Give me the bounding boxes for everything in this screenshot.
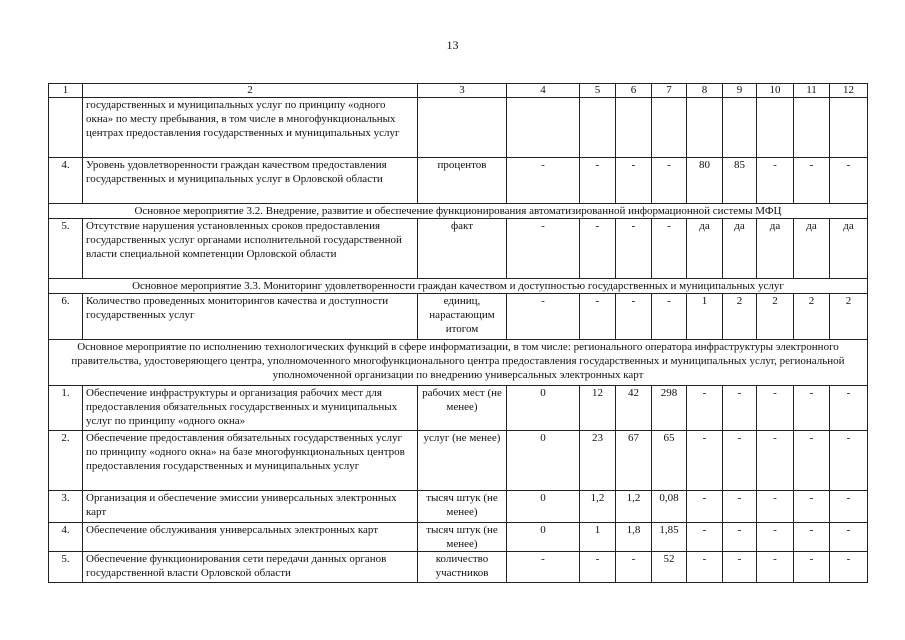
- table-row: [49, 431, 868, 491]
- section-title: Основное мероприятие по исполнению технологических функций в сфере информатизации, в том числе: регионального оператора инфраструктуры электронного правительства, удостоверяющего центра, уполномоченного многофункционального центра предоставления государственных и муниципальных услуг, региональной уполномоченной организации по внедрению универсальных электронных карт: [49, 340, 868, 386]
- header-row: [49, 84, 868, 98]
- header-cell: 9: [723, 84, 757, 98]
- value-cell: -: [794, 431, 830, 491]
- header-cell: 4: [507, 84, 580, 98]
- value-cell: [580, 98, 616, 158]
- table-row: [49, 98, 868, 158]
- row-number: 5.: [49, 219, 83, 279]
- row-number: 2.: [49, 431, 83, 491]
- unit: факт: [418, 219, 507, 279]
- value-cell: 85: [723, 158, 757, 204]
- value-cell: 0: [507, 523, 580, 552]
- unit: рабочих мест (не менее): [418, 386, 507, 431]
- value-cell: да: [794, 219, 830, 279]
- row-number: [49, 98, 83, 158]
- value-cell: -: [652, 219, 687, 279]
- value-cell: 1,2: [616, 491, 652, 523]
- value-cell: 2: [830, 294, 868, 340]
- value-cell: 1,2: [580, 491, 616, 523]
- row-number: 5.: [49, 552, 83, 583]
- row-number: 4.: [49, 523, 83, 552]
- value-cell: 1,8: [616, 523, 652, 552]
- value-cell: 1: [580, 523, 616, 552]
- value-cell: 1: [687, 294, 723, 340]
- value-cell: 298: [652, 386, 687, 431]
- header-cell: 12: [830, 84, 868, 98]
- value-cell: -: [830, 431, 868, 491]
- indicator-name: Организация и обеспечение эмиссии универсальных электронных карт: [83, 491, 418, 523]
- table-row: [49, 552, 868, 583]
- value-cell: -: [757, 386, 794, 431]
- row-number: 3.: [49, 491, 83, 523]
- value-cell: -: [687, 552, 723, 583]
- indicator-name: Отсутствие нарушения установленных сроков предоставления государственных услуг органами исполнительной государственной власти специальной компетенции Орловской области: [83, 219, 418, 279]
- value-cell: 52: [652, 552, 687, 583]
- indicators-table: [48, 83, 868, 583]
- value-cell: 0: [507, 386, 580, 431]
- indicator-name: государственных и муниципальных услуг по принципу «одного окна» по месту пребывания, в том числе в многофункциональных центрах предоставления государственных и муниципальных услуг: [83, 98, 418, 158]
- value-cell: -: [616, 219, 652, 279]
- value-cell: 2: [757, 294, 794, 340]
- value-cell: -: [757, 158, 794, 204]
- header-cell: 3: [418, 84, 507, 98]
- value-cell: -: [507, 552, 580, 583]
- unit: единиц, нарастающим итогом: [418, 294, 507, 340]
- value-cell: -: [580, 219, 616, 279]
- value-cell: 12: [580, 386, 616, 431]
- value-cell: 80: [687, 158, 723, 204]
- header-cell: 6: [616, 84, 652, 98]
- section-row: [49, 204, 868, 219]
- value-cell: [652, 98, 687, 158]
- indicator-name: Обеспечение предоставления обязательных государственных услуг по принципу «одного окна» на базе многофункциональных центров предоставления государственных и муниципальных услуг: [83, 431, 418, 491]
- value-cell: -: [794, 386, 830, 431]
- value-cell: -: [616, 552, 652, 583]
- value-cell: -: [723, 523, 757, 552]
- value-cell: [830, 98, 868, 158]
- section-row: [49, 279, 868, 294]
- value-cell: -: [757, 431, 794, 491]
- value-cell: -: [616, 158, 652, 204]
- value-cell: 2: [723, 294, 757, 340]
- value-cell: -: [757, 491, 794, 523]
- row-number: 4.: [49, 158, 83, 204]
- value-cell: -: [757, 552, 794, 583]
- value-cell: 0,08: [652, 491, 687, 523]
- header-cell: 5: [580, 84, 616, 98]
- table-row: [49, 491, 868, 523]
- value-cell: [723, 98, 757, 158]
- indicator-name: Обеспечение функционирования сети передачи данных органов государственной власти Орловской области: [83, 552, 418, 583]
- value-cell: -: [616, 294, 652, 340]
- value-cell: -: [507, 158, 580, 204]
- header-cell: 8: [687, 84, 723, 98]
- value-cell: -: [794, 491, 830, 523]
- value-cell: -: [794, 552, 830, 583]
- value-cell: -: [687, 523, 723, 552]
- value-cell: [794, 98, 830, 158]
- value-cell: да: [757, 219, 794, 279]
- unit: тысяч штук (не менее): [418, 523, 507, 552]
- unit: процентов: [418, 158, 507, 204]
- table-row: [49, 158, 868, 204]
- page-number: 13: [446, 38, 459, 52]
- value-cell: -: [830, 523, 868, 552]
- value-cell: 0: [507, 431, 580, 491]
- value-cell: -: [723, 491, 757, 523]
- header-cell: 2: [83, 84, 418, 98]
- header-cell: 1: [49, 84, 83, 98]
- value-cell: да: [723, 219, 757, 279]
- row-number: 1.: [49, 386, 83, 431]
- indicator-name: Обеспечение инфраструктуры и организация рабочих мест для предоставления обязательных государственных и муниципальных услуг по принципу «одного окна»: [83, 386, 418, 431]
- unit: тысяч штук (не менее): [418, 491, 507, 523]
- indicator-name: Обеспечение обслуживания универсальных электронных карт: [83, 523, 418, 552]
- value-cell: 2: [794, 294, 830, 340]
- value-cell: -: [830, 552, 868, 583]
- value-cell: -: [794, 158, 830, 204]
- value-cell: -: [723, 386, 757, 431]
- value-cell: -: [580, 158, 616, 204]
- value-cell: -: [757, 523, 794, 552]
- value-cell: -: [580, 294, 616, 340]
- value-cell: да: [687, 219, 723, 279]
- header-cell: 10: [757, 84, 794, 98]
- row-number: 6.: [49, 294, 83, 340]
- unit: услуг (не менее): [418, 431, 507, 491]
- value-cell: [757, 98, 794, 158]
- header-cell: 11: [794, 84, 830, 98]
- value-cell: 1,85: [652, 523, 687, 552]
- value-cell: -: [723, 552, 757, 583]
- table-row: [49, 523, 868, 552]
- value-cell: [616, 98, 652, 158]
- unit: [418, 98, 507, 158]
- value-cell: -: [687, 386, 723, 431]
- value-cell: 65: [652, 431, 687, 491]
- value-cell: -: [830, 386, 868, 431]
- value-cell: 67: [616, 431, 652, 491]
- indicator-name: Уровень удовлетворенности граждан качеством предоставления государственных и муниципальных услуг в Орловской области: [83, 158, 418, 204]
- value-cell: 0: [507, 491, 580, 523]
- value-cell: 23: [580, 431, 616, 491]
- section-row: [49, 340, 868, 386]
- value-cell: да: [830, 219, 868, 279]
- header-cell: 7: [652, 84, 687, 98]
- value-cell: [687, 98, 723, 158]
- value-cell: -: [652, 294, 687, 340]
- table-row: [49, 219, 868, 279]
- value-cell: -: [830, 491, 868, 523]
- value-cell: -: [652, 158, 687, 204]
- value-cell: -: [687, 431, 723, 491]
- value-cell: -: [830, 158, 868, 204]
- value-cell: -: [723, 431, 757, 491]
- value-cell: -: [687, 491, 723, 523]
- unit: количество участников: [418, 552, 507, 583]
- value-cell: -: [507, 219, 580, 279]
- value-cell: [507, 98, 580, 158]
- indicator-name: Количество проведенных мониторингов качества и доступности государственных услуг: [83, 294, 418, 340]
- value-cell: -: [507, 294, 580, 340]
- value-cell: -: [580, 552, 616, 583]
- table-row: [49, 386, 868, 431]
- value-cell: -: [794, 523, 830, 552]
- section-title: Основное мероприятие 3.2. Внедрение, развитие и обеспечение функционирования автоматизированной информационной системы МФЦ: [49, 204, 868, 219]
- table-row: [49, 294, 868, 340]
- section-title: Основное мероприятие 3.3. Мониторинг удовлетворенности граждан качеством и доступностью государственных и муниципальных услуг: [49, 279, 868, 294]
- value-cell: 42: [616, 386, 652, 431]
